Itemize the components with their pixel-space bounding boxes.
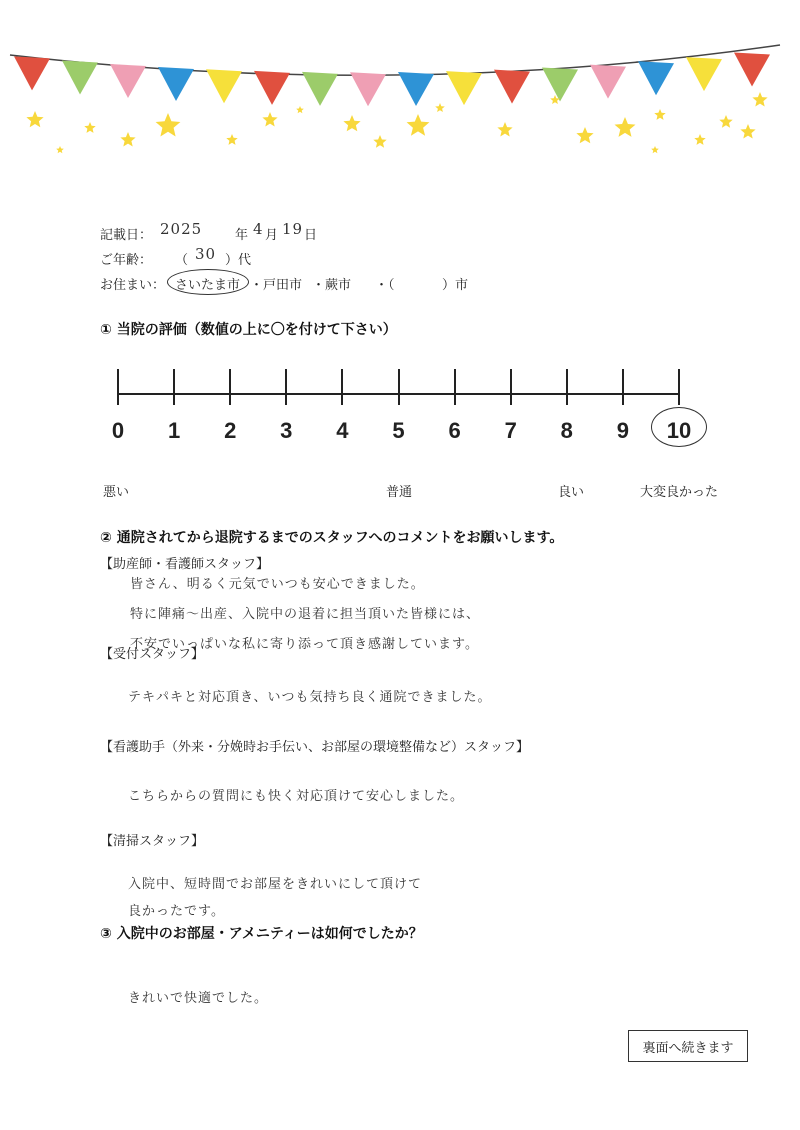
star-icon bbox=[576, 127, 593, 143]
star-icon bbox=[262, 112, 277, 127]
scale-word-good: 良い bbox=[558, 485, 585, 500]
section2-title: ② 通院されてから退院するまでのスタッフへのコメントをお願いします。 bbox=[100, 530, 564, 546]
scale-tick-10 bbox=[678, 369, 680, 405]
year-unit: 年 bbox=[235, 228, 249, 243]
residence-option-other-close: ）市 bbox=[442, 278, 469, 293]
residence-option-toda: ・戸田市 bbox=[250, 278, 303, 293]
scale-number-1[interactable]: 1 bbox=[167, 418, 181, 443]
bunting-flag bbox=[590, 65, 626, 99]
star-icon bbox=[719, 115, 732, 128]
star-icon bbox=[752, 92, 767, 107]
bunting-decoration bbox=[0, 0, 800, 170]
assistant-label: 【看護助手（外来・分娩時お手伝い、お部屋の環境整備など）スタッフ】 bbox=[100, 740, 530, 755]
age-label: ご年齢： bbox=[100, 253, 153, 268]
bunting-flag bbox=[158, 67, 194, 101]
star-icon bbox=[435, 103, 445, 112]
scale-tick-0 bbox=[117, 369, 119, 405]
bunting-flag bbox=[734, 52, 770, 86]
residence-option-saitama: さいたま市 bbox=[175, 278, 241, 293]
scale-number-0[interactable]: 0 bbox=[111, 418, 125, 443]
scale-number-3[interactable]: 3 bbox=[280, 418, 293, 443]
star-icon bbox=[615, 117, 636, 137]
score-selected-circle bbox=[651, 407, 707, 447]
scale-number-10[interactable]: 10 bbox=[666, 418, 692, 443]
month-unit: 月 bbox=[265, 228, 279, 243]
star-icon bbox=[84, 122, 95, 133]
scale-tick-5 bbox=[398, 369, 400, 405]
star-icon bbox=[226, 134, 237, 145]
bunting-flag bbox=[206, 69, 242, 103]
stars bbox=[26, 92, 767, 153]
continue-on-back-box: 裏面へ続きます bbox=[628, 1030, 748, 1062]
scale-tick-8 bbox=[566, 369, 568, 405]
star-icon bbox=[120, 132, 135, 147]
reception-label: 【受付スタッフ】 bbox=[100, 647, 205, 662]
star-icon bbox=[740, 124, 755, 139]
star-icon bbox=[56, 146, 64, 153]
scale-tick-3 bbox=[285, 369, 287, 405]
date-day: 19 bbox=[282, 220, 304, 238]
residence-label: お住まい： bbox=[100, 278, 166, 293]
scale-number-5[interactable]: 5 bbox=[392, 418, 405, 443]
bunting-flag bbox=[398, 72, 434, 106]
bunting-flag bbox=[542, 67, 578, 101]
day-unit: 日 bbox=[304, 228, 318, 243]
scale-tick-1 bbox=[173, 369, 175, 405]
residence-option-warabi: ・蕨市 bbox=[312, 278, 352, 293]
scale-number-2[interactable]: 2 bbox=[224, 418, 237, 443]
scale-word-bad: 悪い bbox=[103, 485, 130, 500]
bunting-flag bbox=[638, 61, 674, 95]
age-close-paren: ）代 bbox=[225, 253, 252, 268]
age-open-paren: （ bbox=[175, 253, 189, 268]
cleaning-label: 【清掃スタッフ】 bbox=[100, 834, 205, 849]
bunting-flag bbox=[302, 72, 338, 106]
star-icon bbox=[651, 146, 659, 153]
residence-selected-circle bbox=[167, 269, 249, 295]
bunting-flag bbox=[254, 71, 290, 105]
section1-title: ① 当院の評価（数値の上に〇を付けて下さい） bbox=[100, 322, 397, 338]
scale-number-8[interactable]: 8 bbox=[560, 418, 573, 443]
date-label: 記載日： bbox=[100, 228, 153, 243]
section3-title: ③ 入院中のお部屋・アメニティーは如何でしたか？ bbox=[100, 926, 423, 942]
scale-number-9[interactable]: 9 bbox=[616, 418, 630, 443]
scale-number-6[interactable]: 6 bbox=[448, 418, 461, 443]
star-icon bbox=[694, 134, 705, 145]
bunting-flag bbox=[350, 72, 386, 106]
midwife-comment-line-1: 皆さん、明るく元気でいつも安心できました。 bbox=[130, 577, 425, 592]
cleaning-comment-line-1: 入院中、短時間でお部屋をきれいにして頂けて bbox=[128, 877, 423, 892]
bunting-flag bbox=[686, 57, 722, 91]
scale-tick-4 bbox=[341, 369, 343, 405]
bunting-flag bbox=[446, 71, 482, 105]
section3-comment: きれいで快適でした。 bbox=[128, 991, 269, 1006]
age-value: 30 bbox=[195, 245, 217, 263]
star-icon bbox=[373, 135, 386, 148]
scale-tick-7 bbox=[510, 369, 512, 405]
scale-number-4[interactable]: 4 bbox=[336, 418, 349, 443]
star-icon bbox=[654, 109, 665, 120]
residence-option-other-open: ・（ bbox=[375, 278, 395, 293]
bunting-flag bbox=[494, 70, 530, 104]
scale-tick-6 bbox=[454, 369, 456, 405]
assistant-comment: こちらからの質問にも快く対応頂けて安心しました。 bbox=[128, 789, 465, 804]
cleaning-comment-line-2: 良かったです。 bbox=[128, 904, 225, 919]
reception-comment: テキパキと対応頂き、いつも気持ち良く通院できました。 bbox=[128, 690, 492, 705]
date-year: 2025 bbox=[160, 220, 203, 238]
bunting-flag bbox=[110, 64, 146, 98]
star-icon bbox=[497, 122, 512, 137]
midwife-label: 【助産師・看護師スタッフ】 bbox=[100, 557, 270, 572]
star-icon bbox=[343, 115, 360, 131]
scale-tick-9 bbox=[622, 369, 624, 405]
scale-word-very-good: 大変良かった bbox=[640, 485, 719, 500]
scale-tick-2 bbox=[229, 369, 231, 405]
star-icon bbox=[156, 113, 181, 137]
bunting-flag bbox=[62, 61, 98, 95]
midwife-comment-line-2: 特に陣痛～出産、入院中の退着に担当頂いた皆様には、 bbox=[130, 607, 481, 622]
star-icon bbox=[407, 114, 430, 136]
midwife-comment-line-3: 不安でいっぱいな私に寄り添って頂き感謝しています。 bbox=[130, 637, 479, 652]
star-icon bbox=[26, 111, 43, 127]
star-icon bbox=[296, 106, 304, 113]
scale-number-7[interactable]: 7 bbox=[504, 418, 517, 443]
date-month: 4 bbox=[253, 220, 264, 238]
bunting-flag bbox=[14, 56, 50, 90]
scale-word-normal: 普通 bbox=[386, 485, 413, 500]
